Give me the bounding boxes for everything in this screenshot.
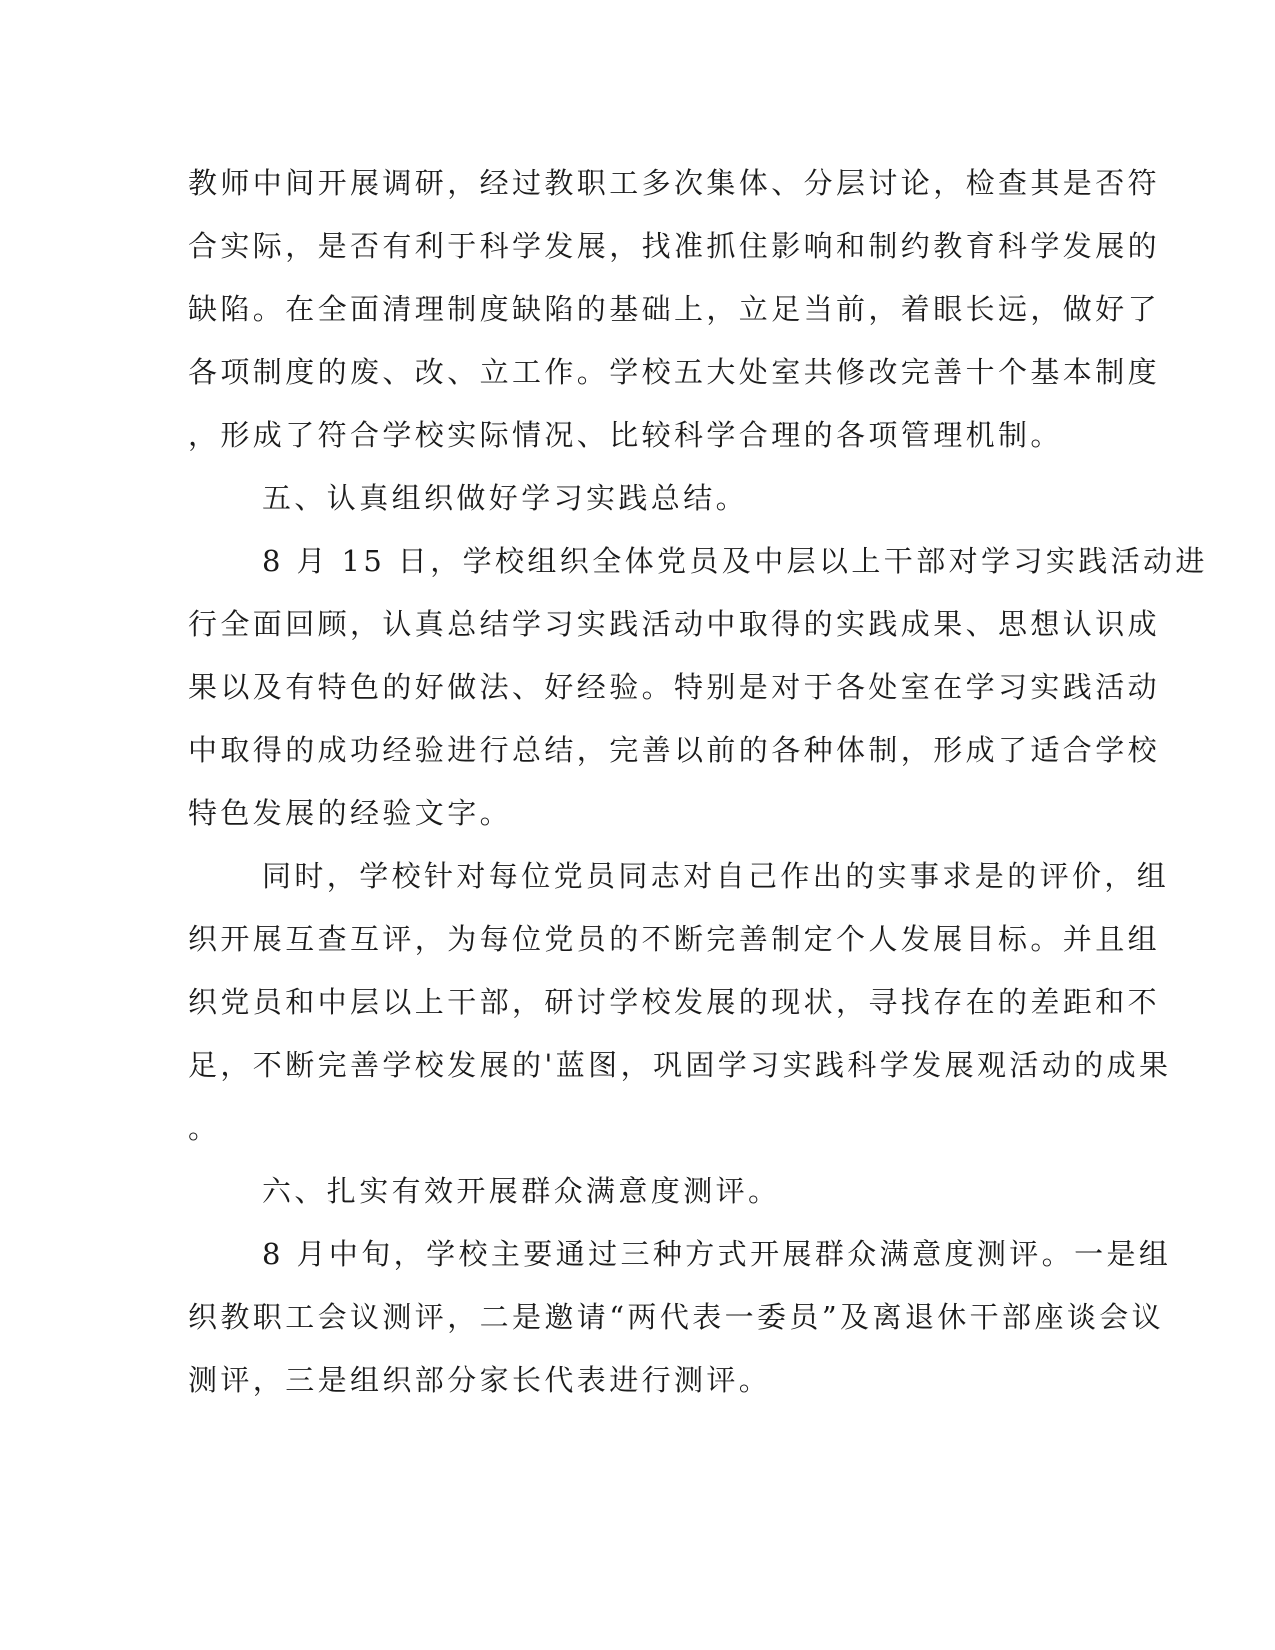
- body-text: [188, 152, 1208, 1412]
- text-line: 行全面回顾，认真总结学习实践活动中取得的实践成果、思想认识成: [188, 607, 1161, 641]
- text-line: 中取得的成功经验进行总结，完善以前的各种体制，形成了适合学校: [188, 733, 1161, 767]
- text-line: ，形成了符合学校实际情况、比较科学合理的各项管理机制。: [188, 418, 1063, 452]
- text-line: 合实际，是否有利于科学发展，找准抓住影响和制约教育科学发展的: [188, 229, 1161, 263]
- text-line: 。: [188, 1111, 221, 1145]
- text-line: 教师中间开展调研，经过教职工多次集体、分层讨论，检查其是否符: [188, 166, 1161, 200]
- text-line: 各项制度的废、改、立工作。学校五大处室共修改完善十个基本制度: [188, 355, 1161, 389]
- text-line: 8 月 15 日，学校组织全体党员及中层以上干部对学习实践活动进: [262, 544, 1208, 578]
- text-line: 测评，三是组织部分家长代表进行测评。: [188, 1363, 772, 1397]
- text-line: 缺陷。在全面清理制度缺陷的基础上，立足当前，着眼长远，做好了: [188, 292, 1161, 326]
- text-line: 同时，学校针对每位党员同志对自己作出的实事求是的评价，组: [262, 859, 1170, 893]
- text-line: 五、认真组织做好学习实践总结。: [262, 481, 749, 515]
- text-line: 织开展互查互评，为每位党员的不断完善制定个人发展目标。并且组: [188, 922, 1161, 956]
- text-line: 8 月中旬，学校主要通过三种方式开展群众满意度测评。一是组: [262, 1237, 1172, 1271]
- text-line: 果以及有特色的好做法、好经验。特别是对于各处室在学习实践活动: [188, 670, 1161, 704]
- text-line: 织教职工会议测评，二是邀请“两代表一委员”及离退休干部座谈会议: [188, 1300, 1165, 1334]
- text-line: 足，不断完善学校发展的'蓝图，巩固学习实践科学发展观活动的成果: [188, 1048, 1172, 1082]
- text-line: 织党员和中层以上干部，研讨学校发展的现状，寻找存在的差距和不: [188, 985, 1161, 1019]
- text-line: 六、扎实有效开展群众满意度测评。: [262, 1174, 781, 1208]
- text-line: 特色发展的经验文字。: [188, 796, 513, 830]
